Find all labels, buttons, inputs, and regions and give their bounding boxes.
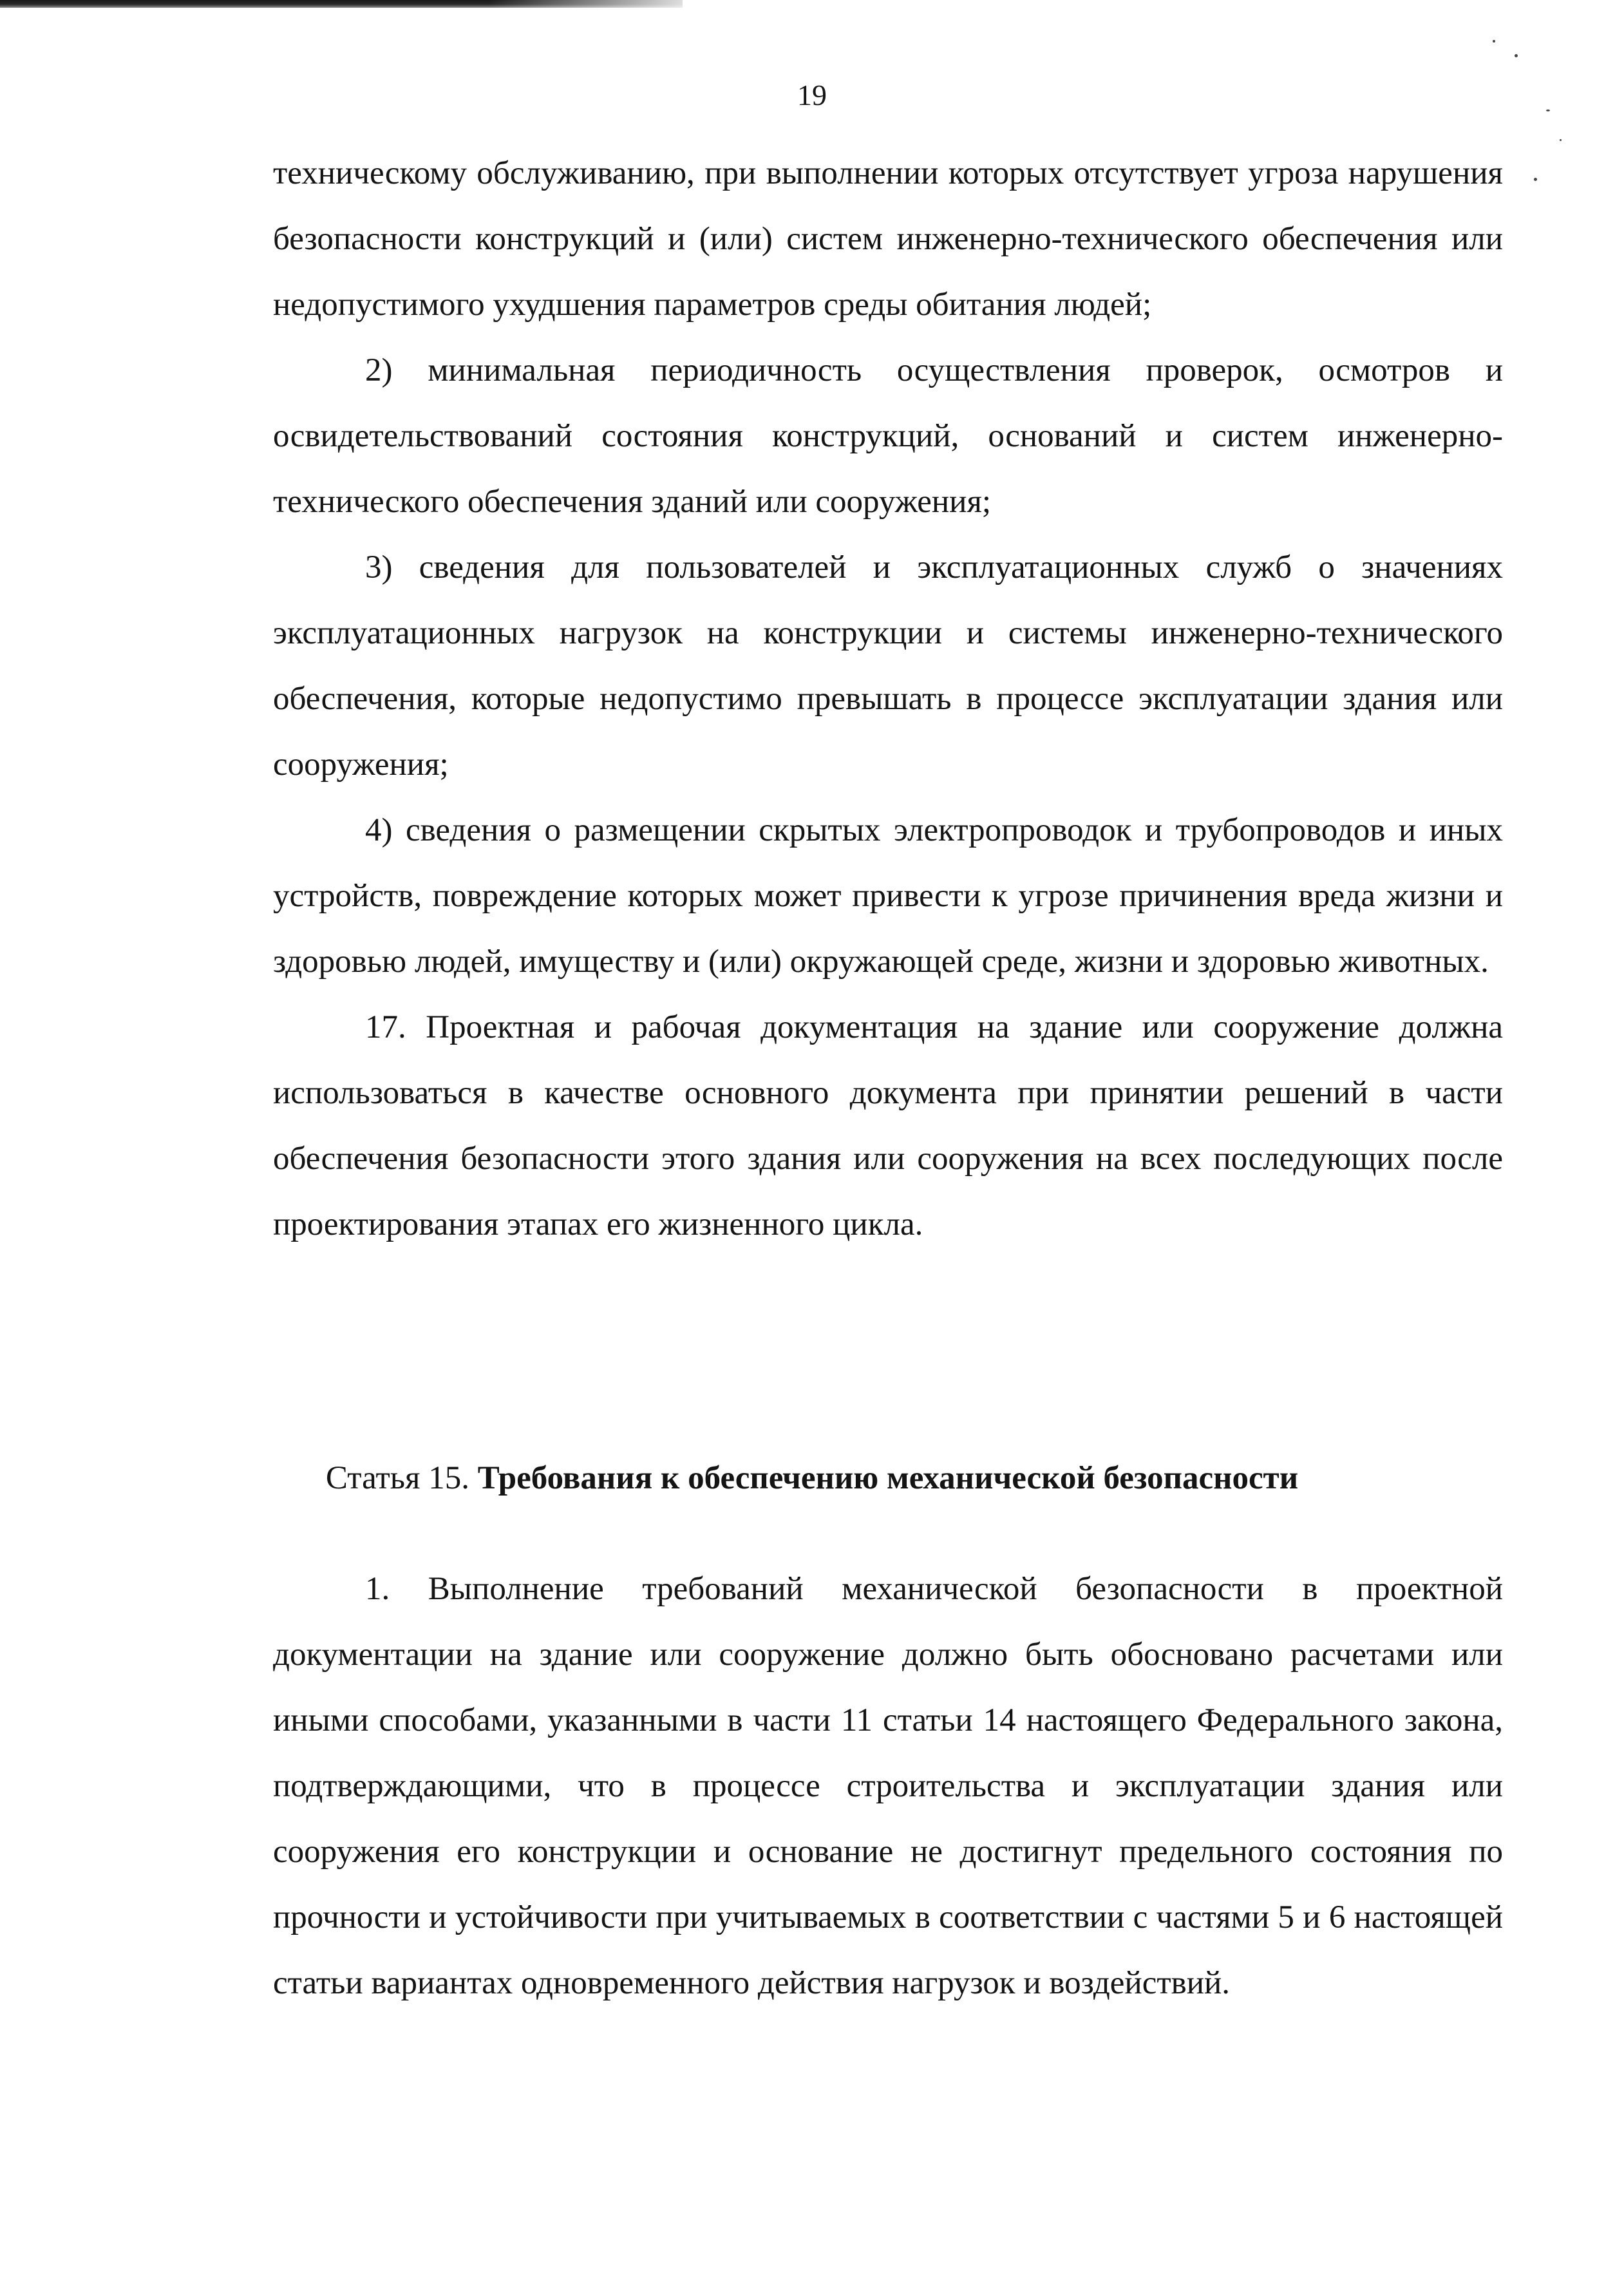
paragraph-continuation: техническому обслуживанию, при выполнении которых отсутствует угроза нарушения безопасности конструкций и (или) систем инженерно-технического обеспечения или недопустимого ухудшения параметров среды обитания людей; [273, 155, 1503, 323]
body-text [273, 140, 1503, 1257]
scan-speck [1515, 54, 1518, 57]
scan-speck [1560, 139, 1562, 141]
scan-speck [1534, 178, 1537, 181]
paragraph-item-2: 2) минимальная периодичность осуществления проверок, осмотров и освидетельствований состояния конструкций, оснований и систем инженерно-технического обеспечения зданий или сооружения; [273, 352, 1503, 520]
article-title: Требования к обеспечению механической безопасности [477, 1460, 1299, 1496]
scan-speck [1493, 40, 1495, 43]
paragraph-item-3: 3) сведения для пользователей и эксплуатационных служб о значениях эксплуатационных нагрузок на конструкции и системы инженерно-технического обеспечения, которые недопустимо превышать в процессе эксплуатации здания или сооружения; [273, 549, 1503, 783]
scan-edge-fade [489, 0, 683, 8]
article-heading [0, 1445, 1624, 1511]
article-number: Статья 15. [325, 1460, 469, 1496]
paragraph-clause-1: 1. Выполнение требований механической безопасности в проектной документации на здание или сооружение должно быть обосновано расчетами или иными способами, указанными в части 11 статьи 14 настоящего Федерального закона, подтверждающими, что в процессе строительства и эксплуатации здания или сооружения его конструкции и основание не достигнут предельного состояния по прочности и устойчивости при учитываемых в соответствии с частями 5 и 6 настоящей статьи вариантах одновременного действия нагрузок и воздействий. [273, 1571, 1503, 2001]
article-body [273, 1556, 1503, 2016]
page-number: 19 [797, 79, 827, 111]
paragraph-clause-17: 17. Проектная и рабочая документация на здание или сооружение должна использоваться в качестве основного документа при принятии решений в части обеспечения безопасности этого здания или сооружения на всех последующих после проектирования этапах его жизненного цикла. [273, 1009, 1503, 1242]
paragraph-item-4: 4) сведения о размещении скрытых электропроводок и трубопроводов и иных устройств, повреждение которых может привести к угрозе причинения вреда жизни и здоровью людей, имуществу и (или) окружающей среде, жизни и здоровью животных. [273, 812, 1503, 980]
